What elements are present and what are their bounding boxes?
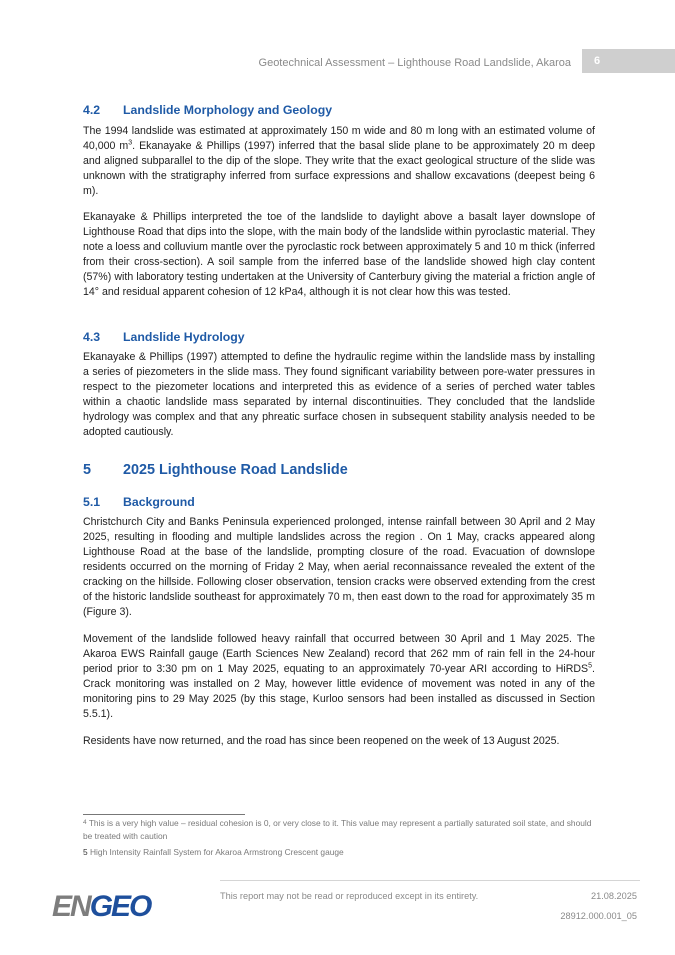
paragraph: Christchurch City and Banks Peninsula experienced prolonged, intense rainfall between 30 April and 2 May 2025, resulting in flooding and multiple landslides across the region . On 1 May, cracks appeared along Lighthouse Road at the base of the landslide, prompting closure of the road. Evacuation of downslope residents occurred on the morning of Friday 2 May, when aerial reconnaissance revealed the extent of the cracking on the hillside. Following closer observation, tension cracks were observed extending from the crest of the historic landslide southeast for approximately 70 m, then east down to the road for approximately 35 m (Figure 3). [83,516,595,619]
footer-divider [220,880,640,881]
section-number: 5 [83,462,92,478]
section-title: Landslide Hydrology [123,330,245,344]
footnote-text: This is a very high value – residual cohesion is 0, or very close to it. This value may represent a partially saturated soil state, and should be treated with caution [83,818,592,841]
section-title: Landslide Morphology and Geology [123,103,333,117]
section-title: 2025 Lighthouse Road Landslide [123,462,348,478]
footer-date: 21.08.2025 [591,891,637,901]
section-number: 5.1 [83,495,101,509]
paragraph: Residents have now returned, and the road has since been reopened on the week of 13 August 2025. [83,735,560,747]
section-title: Background [123,495,195,509]
paragraph-text: . Ekanayake & Phillips (1997) inferred that the basal slide plane to be approximately 20 m deep and aligned subparallel to the dip of the slope. They write that the exact geological structure of the slide was unknown with the stratigraphy inferred from surface expressions and shallow excavations (deepest being 6 m). [83,140,596,198]
logo-text: ENGEO [52,890,151,922]
footnote-divider [83,814,245,815]
footnote-4 [83,817,595,842]
section-number: 4.2 [83,103,101,117]
footer-disclaimer: This report may not be read or reproduced except in its entirety. [220,891,479,901]
paragraph: Ekanayake & Phillips interpreted the toe of the landslide to daylight above a basalt layer downslope of Lighthouse Road that dips into the slope, with the main body of the landslide within pyroclastic material. They note a loess and colluvium mantle over the pyroclastic rock between approximately 5 and 10 m thick (inferred from their cross-section). A soil sample from the inferred base of the landslide showed high clay content (57%) with laboratory testing undertaken at the University of Canterbury giving the material a friction angle of 14° and residual apparent cohesion of 12 kPa4, although it is not clear how this was tested. [83,211,595,299]
footnote-number: 4 [83,819,87,826]
footer-reference: 28912.000.001_05 [560,911,637,921]
paragraph-text: . Crack monitoring was installed on 2 May, however little evidence of movement was noted in any of the monitoring pins to 29 May 2025 (by this stage, Kurloo sensors had been installed as discussed in Section 5.5.1). [83,663,595,721]
paragraph-text: Movement of the landslide followed heavy rainfall that occurred between 30 April and 1 May 2025. The Akaroa EWS Rainfall gauge (Earth Sciences New Zealand) record that 262 mm of rain fell in the 24-hour period prior to 3:30 pm on 1 May 2025, equating to an approximately 70-year ARI according to HiRDS [83,633,595,676]
section-number: 4.3 [83,330,101,344]
footnote-5 [83,846,595,859]
section-4-2-heading [83,103,332,117]
paragraph: Ekanayake & Phillips (1997) attempted to define the hydraulic regime within the landslide mass by installing a series of piezometers in the slide mass. They found significant variability between pore-water pressures in respect to the piezometer locations and interpreted this as evidence of a series of perched water tables within a chaotic landslide mass separated by internal discontinuities. They concluded that the landslide hydrology was complex and that any phreatic surface chosen in subsequent stability analysis needed to be adopted cautiously. [83,351,595,439]
paragraph [83,632,595,722]
footnote-text: High Intensity Rainfall System for Akaroa Armstrong Crescent gauge [90,847,344,857]
paragraph [83,124,595,199]
footnote-number: 5 [83,847,88,857]
superscript: 5 [588,662,593,670]
page-number: 6 [582,49,675,73]
running-header: Geotechnical Assessment – Lighthouse Road Landslide, Akaroa [258,57,571,69]
engeo-logo [52,888,162,922]
superscript: 3 [128,139,133,147]
section-5-heading [83,462,348,478]
section-5-1-heading [83,495,195,509]
section-4-3-heading [83,330,245,344]
paragraph-text: The 1994 landslide was estimated at approximately 150 m wide and 80 m long with an estimated volume of 40,000 m [83,125,595,153]
